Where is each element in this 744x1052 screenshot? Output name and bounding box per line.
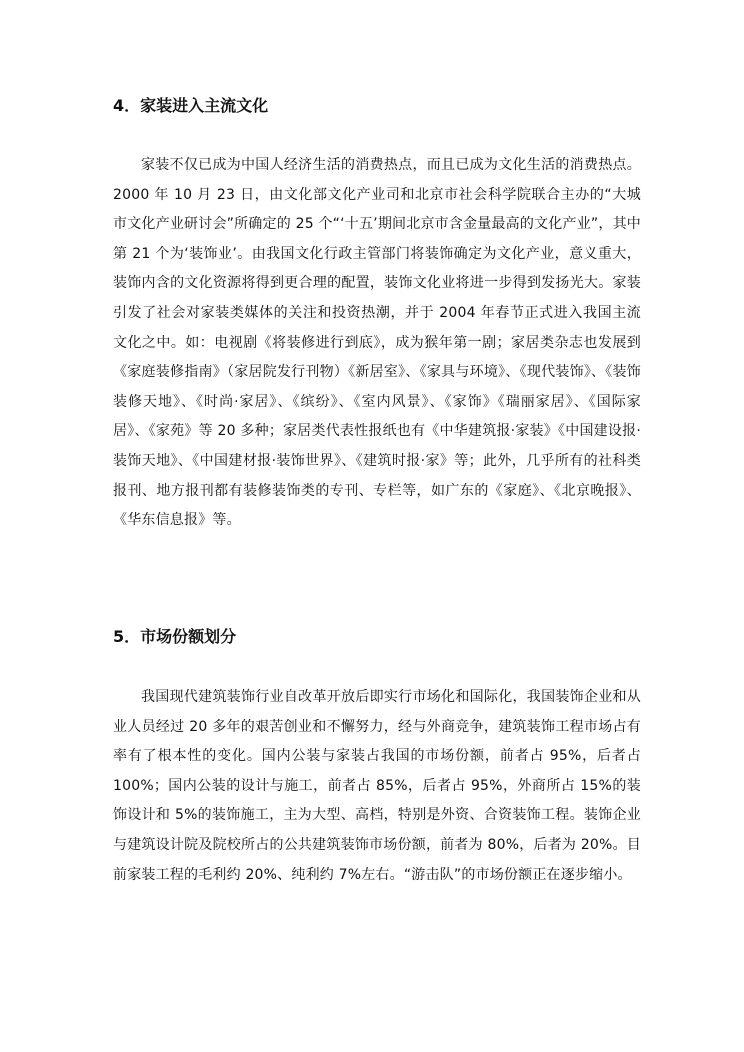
section-paragraph-market-share-division: 我国现代建筑装饰行业自改革开放后即实行市场化和国际化，我国装饰企业和从业人员经过 20 多年的艰苦创业和不懈努力，经与外商竞争，建筑装饰工程市场占有率有了根本性的变化。国内公装与家装占我国的市场份额，前者占 95%，后者占 100%；国内公装的设计与施工，前者占 85%，后者占 95%，外商所占 15%的装饰设计和 5%的装饰施工，主为大型、高档，特别是外资、合资装饰工程。装饰企业与建筑设计院及院校所占的公共建筑装饰市场份额，前者为 80%，后者为 20%。目前家装工程的毛利约 20%、纯利约 7%左右。“游击队”的市场份额正在逐步缩小。: [113, 689, 641, 883]
section-paragraph-home-decoration-mainstream-culture: 家装不仅已成为中国人经济生活的消费热点，而且已成为文化生活的消费热点。2000 年 10 月 23 日，由文化部文化产业司和北京市社会科学院联合主办的“大城市文化产业研讨会”所确定的 25 个“‘十五’期间北京市含金量最高的文化产业”，其中第 21 个为‘装饰业’。由我国文化行政主管部门将装饰确定为文化产业，意义重大，装饰内含的文化资源将得到更合理的配置，装饰文化业将进一步得到发扬光大。家装引发了社会对家装类媒体的关注和投资热潮，并于 2004 年春节正式进入我国主流文化之中。如：电视剧《将装修进行到底》，成为猴年第一剧；家居类杂志也发展到《家庭装修指南》（家居院发行刊物）《新居室》、《家具与环境》、《现代装饰》、《装饰装修天地》、《时尚·家居》、《缤纷》、《室内风景》、《家饰》《瑞丽家居》、《国际家居》、《家苑》等 20 多种；家居类代表性报纸也有《中华建筑报·家装》《中国建设报·装饰天地》、《中国建材报·装饰世界》、《建筑时报·家》等；此外，几乎所有的社科类报刊、地方报刊都有装修装饰类的专刊、专栏等，如广东的《家庭》、《北京晚报》、《华东信息报》等。: [113, 157, 641, 529]
section-heading-market-share-division: 5．市场份额划分: [113, 627, 237, 646]
section-heading-home-decoration-mainstream-culture: 4．家装进入主流文化: [113, 96, 269, 115]
